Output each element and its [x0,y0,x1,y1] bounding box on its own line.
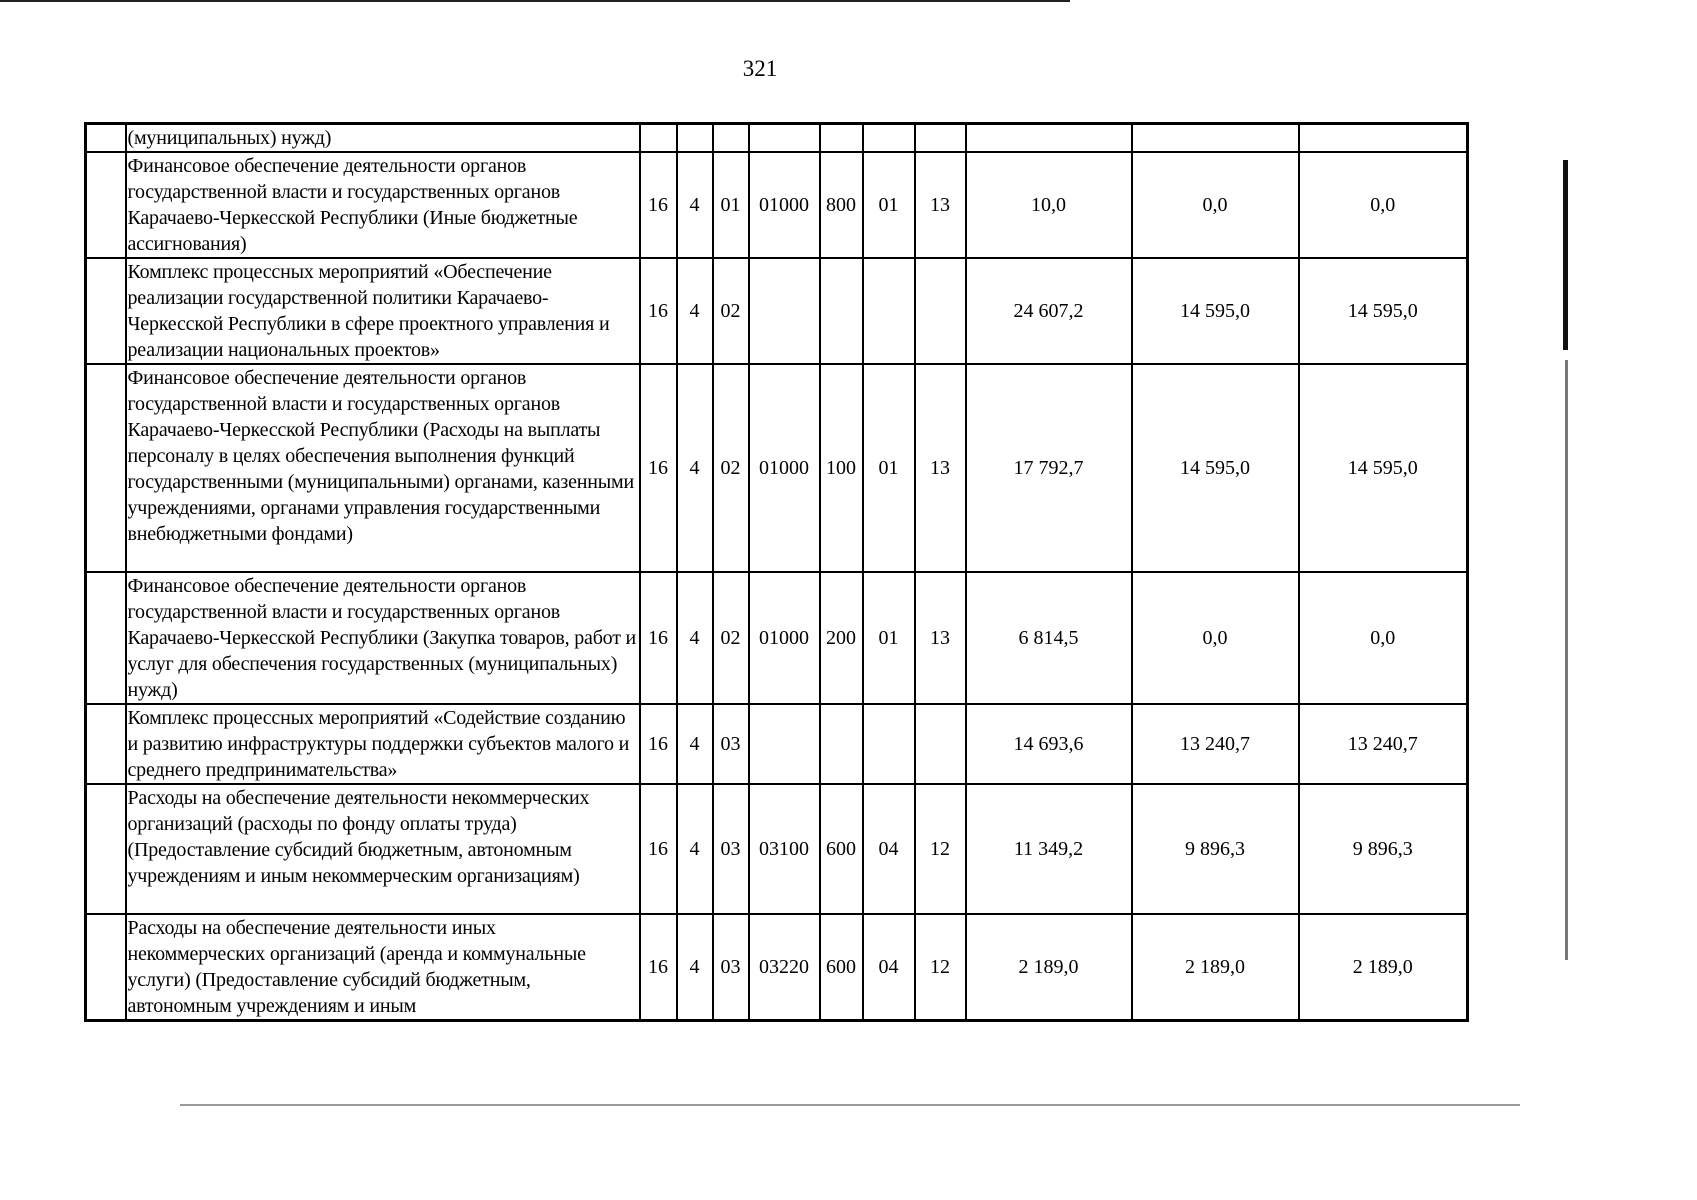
item-name: Расходы на обеспечение деятельности иных некоммерческих организаций (аренда и коммунальные услуги) (Предоставление субсидий бюджетным, автономным учреждениям и иным [126,914,640,1021]
code-expense-direction: 01000 [749,572,820,704]
page-number: 321 [742,56,778,81]
row-number-cell [86,784,126,914]
code-subsection: 12 [915,914,966,1021]
scan-edge-right [1563,160,1568,350]
code-program-element: 03 [713,784,749,914]
code-expense-type: 600 [820,784,863,914]
code-ministry: 16 [640,704,677,784]
row-number-cell [86,152,126,258]
table-row [86,784,1468,914]
amount-year-2: 0,0 [1132,572,1299,704]
item-name: Комплекс процессных мероприятий «Содействие созданию и развитию инфраструктуры поддержки субъектов малого и среднего предпринимательства» [126,704,640,784]
code-subsection: 13 [915,364,966,572]
row-number-cell [86,124,126,153]
amount-year-2: 14 595,0 [1132,364,1299,572]
code-program-type: 4 [677,784,713,914]
code-program-element: 02 [713,258,749,364]
item-name: (муниципальных) нужд) [126,124,640,153]
table-row [86,704,1468,784]
code-expense-type [820,704,863,784]
code-ministry: 16 [640,784,677,914]
code-ministry: 16 [640,258,677,364]
table-row [86,152,1468,258]
code-ministry: 16 [640,572,677,704]
code-program-element: 02 [713,572,749,704]
amount-year-2 [1132,124,1299,153]
item-name: Финансовое обеспечение деятельности органов государственной власти и государственных органов Карачаево-Черкесской Республики (Иные бюджетные ассигнования) [126,152,640,258]
code-section: 04 [863,914,915,1021]
code-ministry: 16 [640,914,677,1021]
amount-year-2: 14 595,0 [1132,258,1299,364]
code-subsection: 12 [915,784,966,914]
code-section [863,258,915,364]
code-section: 01 [863,572,915,704]
amount-year-3: 13 240,7 [1299,704,1468,784]
scan-edge-bottom [180,1104,1520,1106]
amount-year-3: 9 896,3 [1299,784,1468,914]
amount-year-1: 17 792,7 [966,364,1132,572]
code-expense-direction [749,704,820,784]
code-ministry: 16 [640,152,677,258]
amount-year-3: 14 595,0 [1299,258,1468,364]
amount-year-1: 6 814,5 [966,572,1132,704]
code-section: 04 [863,784,915,914]
amount-year-3: 14 595,0 [1299,364,1468,572]
amount-year-1: 11 349,2 [966,784,1132,914]
code-section [863,704,915,784]
row-number-cell [86,258,126,364]
code-expense-type: 200 [820,572,863,704]
code-program-element: 02 [713,364,749,572]
code-expense-direction: 01000 [749,364,820,572]
code-program-type: 4 [677,704,713,784]
code-section: 01 [863,152,915,258]
amount-year-3: 0,0 [1299,152,1468,258]
amount-year-2: 9 896,3 [1132,784,1299,914]
row-number-cell [86,572,126,704]
code-expense-direction: 01000 [749,152,820,258]
code-program-type: 4 [677,572,713,704]
row-number-cell [86,914,126,1021]
row-number-cell [86,704,126,784]
code-program-type [677,124,713,153]
table-row [86,364,1468,572]
code-program-type: 4 [677,364,713,572]
amount-year-2: 13 240,7 [1132,704,1299,784]
table-row [86,258,1468,364]
amount-year-3: 2 189,0 [1299,914,1468,1021]
amount-year-2: 2 189,0 [1132,914,1299,1021]
amount-year-1: 14 693,6 [966,704,1132,784]
code-program-element [713,124,749,153]
code-program-element: 01 [713,152,749,258]
code-expense-direction [749,258,820,364]
budget-table [84,122,1469,1022]
code-expense-type: 600 [820,914,863,1021]
code-expense-type [820,258,863,364]
code-program-type: 4 [677,914,713,1021]
code-program-type: 4 [677,152,713,258]
code-ministry: 16 [640,364,677,572]
code-expense-type: 800 [820,152,863,258]
code-section [863,124,915,153]
item-name: Расходы на обеспечение деятельности некоммерческих организаций (расходы по фонду оплаты труда) (Предоставление субсидий бюджетным, автономным учреждениям и иным некоммерческим организациям) [126,784,640,914]
code-program-element: 03 [713,914,749,1021]
scan-edge-top [0,0,1070,2]
code-subsection [915,124,966,153]
item-name: Финансовое обеспечение деятельности органов государственной власти и государственных органов Карачаево-Черкесской Республики (Закупка товаров, работ и услуг для обеспечения государственных (муниципальных) нужд) [126,572,640,704]
table-row [86,572,1468,704]
code-expense-direction: 03100 [749,784,820,914]
row-number-cell [86,364,126,572]
amount-year-1: 10,0 [966,152,1132,258]
amount-year-3 [1299,124,1468,153]
scan-edge-right-shadow [1565,360,1568,960]
code-program-element: 03 [713,704,749,784]
code-expense-direction: 03220 [749,914,820,1021]
code-ministry [640,124,677,153]
code-expense-type: 100 [820,364,863,572]
code-expense-type [820,124,863,153]
item-name: Финансовое обеспечение деятельности органов государственной власти и государственных органов Карачаево-Черкесской Республики (Расходы на выплаты персоналу в целях обеспечения выполнения функций государственными (муниципальными) органами, казенными учреждениями, органами управления государственными внебюджетными фондами) [126,364,640,572]
amount-year-2: 0,0 [1132,152,1299,258]
amount-year-1 [966,124,1132,153]
item-name: Комплекс процессных мероприятий «Обеспечение реализации государственной политики Карачаево-Черкесской Республики в сфере проектного управления и реализации национальных проектов» [126,258,640,364]
table-row [86,124,1468,153]
amount-year-1: 2 189,0 [966,914,1132,1021]
code-subsection: 13 [915,152,966,258]
code-expense-direction [749,124,820,153]
code-section: 01 [863,364,915,572]
code-subsection: 13 [915,572,966,704]
amount-year-3: 0,0 [1299,572,1468,704]
table-row [86,914,1468,1021]
amount-year-1: 24 607,2 [966,258,1132,364]
code-subsection [915,258,966,364]
code-program-type: 4 [677,258,713,364]
code-subsection [915,704,966,784]
